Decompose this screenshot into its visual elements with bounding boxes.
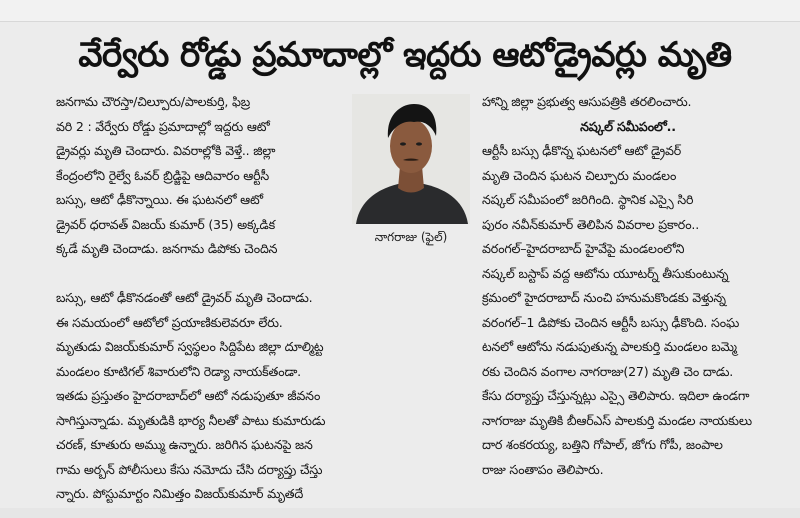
text-line: బస్సు, ఆటో ఢీకొన్నాయి. ఈ ఘటనలో ఆటో: [56, 192, 263, 207]
text-line: డ్రైవర్లు మృతి చెందారు. వివరాల్లోకి వెళ్తే.. జిల్లా: [56, 143, 276, 158]
text-line: రకు చెందిన వంగాల నాగరాజు(27) మృతి చెం దాడు.: [482, 363, 734, 379]
text-line: కేంద్రంలోని రైల్వే ఓవర్ బ్రిడ్జిపై ఆదివారం ఆర్టీసీ: [56, 167, 270, 183]
text-line: పురం నవీన్‌కుమార్ తెలిపిన వివరాల ప్రకారం..: [482, 216, 700, 232]
text-line: నష్కల్ బస్టాప్ వద్ద ఆటోను యూటర్న్ తీసుకుంటున్న: [482, 265, 729, 281]
text-line: ఇతడు ప్రస్తుతం హైదరాబాద్‌లో ఆటో నడుపుతూ జీవనం: [56, 388, 321, 403]
text-line: ఈ సమయంలో ఆటోలో ప్రయాణికులెవరూ లేరు.: [56, 314, 283, 330]
article-body: [0, 90, 800, 508]
text-line: సాగిస్తున్నాడు. మృతుడికి భార్య నీలతో పాటు కుమారుడు: [56, 412, 326, 428]
text-line: దార శంకరయ్య, బత్తిని గోపాల్, జోగు గోపీ, జంపాల: [482, 437, 723, 452]
text-line: హాన్ని జిల్లా ప్రభుత్వ ఆసుపత్రికి తరలించారు.: [482, 94, 692, 109]
text-line: క్రమంలో హైదరాబాద్ నుంచి హనుమకొండకు వెళ్తున్న: [482, 290, 726, 305]
section-subheading: నష్కల్ సమీపంలో..: [580, 118, 676, 134]
text-line: గామ అర్బన్ పోలీసులు కేసు నమోదు చేసి దర్యాప్తు చేస్తు: [56, 461, 323, 477]
portrait-illustration: [352, 94, 470, 224]
text-line: కేసు దర్యాప్తు చేస్తున్నట్లు ఎస్సై తెలిపారు. ఇదిలా ఉండగా: [482, 388, 750, 403]
cropped-top-strip: [0, 0, 800, 22]
text-line: నష్కల్ సమీపంలో జరిగింది. స్థానిక ఎస్సై సిరి: [482, 192, 694, 207]
left-column-top: [56, 90, 342, 262]
text-line: నాగరాజు మృతికి బీఆర్ఎస్ పాలకుర్తి మండల నాయకులు: [482, 412, 752, 428]
article-headline: వేర్వేరు రోడ్డు ప్రమాదాల్లో ఇద్దరు ఆటోడ్రైవర్లు మృతి: [78, 35, 732, 75]
text-line: న్నారు. పోస్టుమార్టం నిమిత్తం విజయ్‌కుమార్ మృతదే: [56, 486, 304, 501]
text-line: బస్సు, ఆటో ఢీకొనడంతో ఆటో డ్రైవర్ మృతి చెందాడు.: [56, 290, 313, 305]
text-line: చరణ్, కూతురు అమ్ము ఉన్నారు. జరిగిన ఘటనపై జన: [56, 437, 313, 452]
portrait-photo: [352, 94, 470, 224]
text-line: ఆర్టీసీ బస్సు ఢీకొన్న ఘటనలో ఆటో డ్రైవర్: [482, 143, 681, 158]
text-line: వరి 2 : వేర్వేరు రోడ్డు ప్రమాదాల్లో ఇద్దరు ఆటో: [56, 118, 270, 134]
right-column: [482, 90, 774, 482]
photo-caption: నాగరాజు (ఫైల్): [374, 230, 448, 244]
left-column-bottom: [56, 286, 420, 507]
text-line: డ్రైవర్ ధరావత్ విజయ్ కుమార్ (35) అక్కడిక: [56, 216, 275, 232]
text-line: జనగామ చౌరస్తా/చిల్పూరు/పాలకుర్తి, ఫిబ్ర: [56, 94, 250, 109]
text-line: రాజు సంతాపం తెలిపారు.: [482, 461, 604, 477]
photo-block: [352, 94, 470, 250]
text-line: టనలో ఆటోను నడుపుతున్న పాలకుర్తి మండలం బమ్మె: [482, 339, 737, 354]
text-line: మృతి చెందిన ఘటన చిల్పూరు మండలం: [482, 167, 677, 183]
text-line: మృతుడు విజయ్‌కుమార్ స్వస్థలం సిద్దిపేట జిల్లా దూల్మిట్ట: [56, 339, 324, 354]
text-line: మండలం కూటిగల్ శివారులోని రెడ్యా నాయక్‌తండా.: [56, 363, 301, 379]
text-line: వరంగల్–1 డిపోకు చెందిన ఆర్టీసీ బస్సు ఢీకొంది. సంఘ: [482, 314, 740, 330]
text-line: క్కడే మృతి చెందాడు. జనగామ డిపోకు చెందిన: [56, 241, 278, 256]
cropped-bottom-strip: [0, 508, 800, 518]
text-line: వరంగల్–హైదరాబాద్ హైవేపై మండలంలోని: [482, 241, 685, 256]
